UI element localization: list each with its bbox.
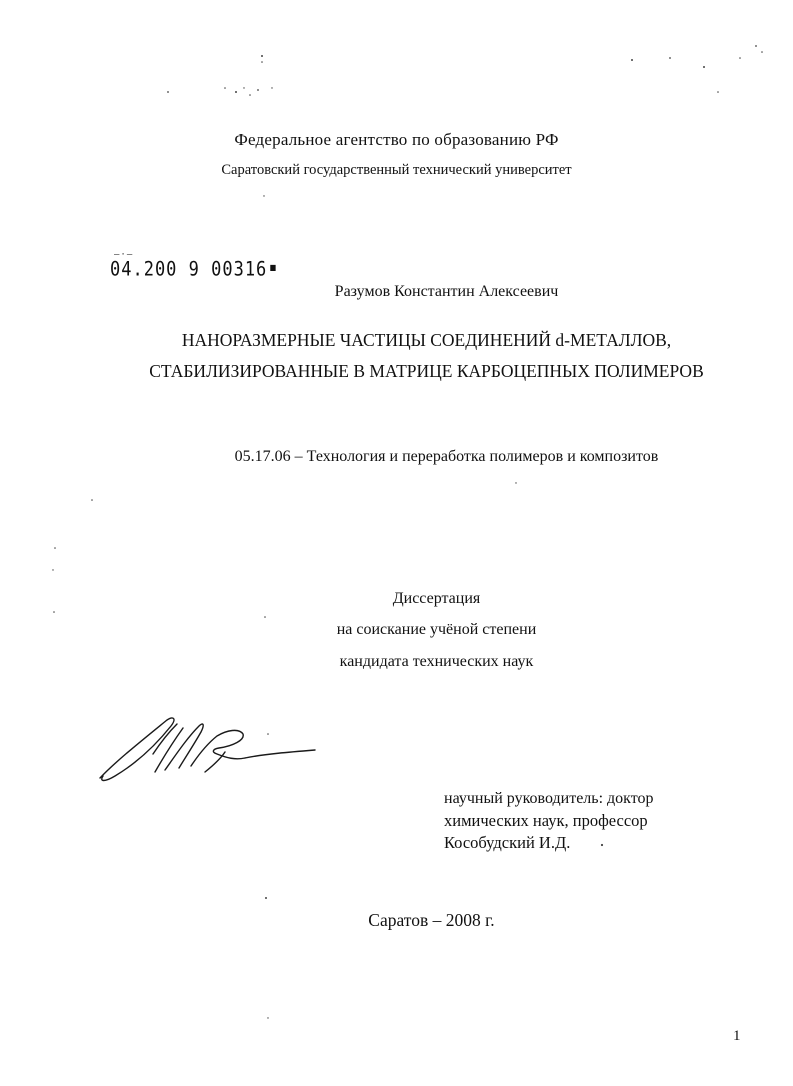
thesis-title-line1: НАНОРАЗМЕРНЫЕ ЧАСТИЦЫ СОЕДИНЕНИЙ d-МЕТАЛЛОВ, [181, 330, 672, 350]
registry-number-value: 04.200 9 00316 [110, 258, 268, 281]
degree-line: на соискание учёной степени [336, 621, 537, 638]
thesis-title-line2: СТАБИЛИЗИРОВАННЫЕ В МАТРИЦЕ КАРБОЦЕПНЫХ ПОЛИМЕРОВ [149, 361, 704, 381]
registry-bullet-icon: ■ [270, 262, 277, 275]
supervisor-title: научный руководитель: доктор [444, 790, 654, 807]
degree-field-line: кандидата технических наук [339, 653, 534, 670]
author-name: Разумов Константин Алексеевич [334, 283, 559, 300]
supervisor-name: Кособудский И.Д. [444, 833, 571, 852]
specialty-code: 05.17.06 – Технология и переработка полимеров и композитов [234, 448, 659, 465]
page-number: 1 [733, 1028, 741, 1044]
agency-name: Федеральное агентство по образованию РФ [234, 130, 559, 149]
dissertation-label: Диссертация [392, 590, 481, 607]
supervisor-degree: химических наук, профессор [444, 811, 648, 830]
university-name: Саратовский государственный технический университет [221, 162, 572, 178]
author-signature [95, 712, 320, 787]
registry-mark: —·— [114, 250, 134, 260]
registry-number [110, 258, 277, 281]
city-year: Саратов – 2008 г. [368, 910, 495, 930]
